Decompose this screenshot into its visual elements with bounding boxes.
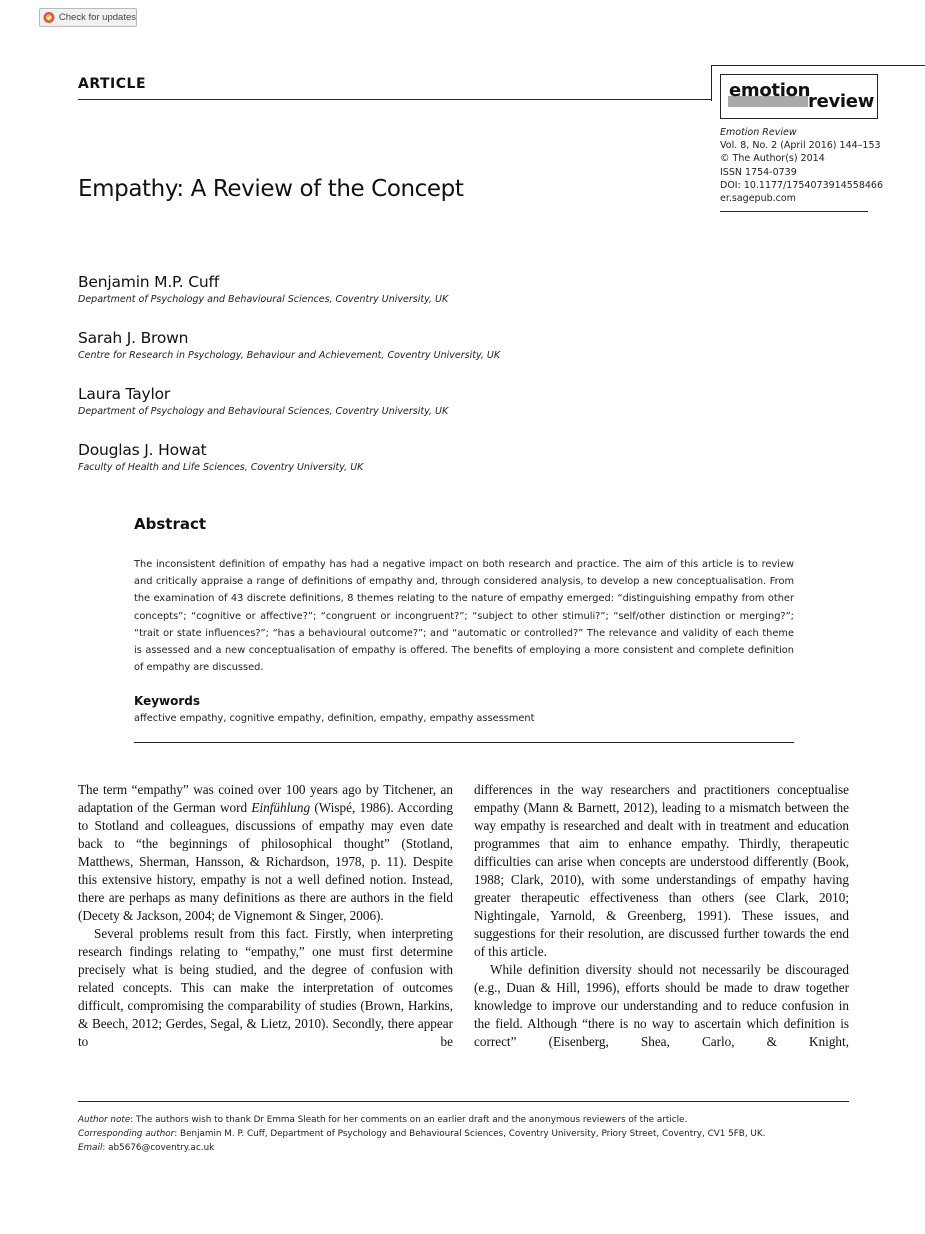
footnotes bbox=[78, 1113, 849, 1155]
journal-volume: Vol. 8, No. 2 (April 2016) 144–153 bbox=[720, 140, 881, 152]
logo-word-review: review bbox=[808, 91, 875, 112]
check-for-updates-button[interactable] bbox=[39, 8, 137, 27]
journal-website-link[interactable]: er.sagepub.com bbox=[720, 193, 796, 205]
journal-issn: ISSN 1754-0739 bbox=[720, 166, 797, 178]
author-affiliation: Centre for Research in Psychology, Behaviour and Achievement, Coventry University, UK bbox=[78, 350, 501, 361]
body-paragraph: The term “empathy” was coined over 100 years ago by Titchener, an adaptation of the German word Einfühlung (Wispé, 1986). According to Stotland and colleagues, discussions of empathy may even date back to “the beginnings of philosophical thought” (Stotland, Matthews, Sherman, Hansson, & Richardson, 1978, p. 11). Despite this extensive history, empathy is not a well defined notion. Instead, there are perhaps as many definitions as there are authors in the field (Decety & Jackson, 2004; de Vignemont & Singer, 2006). bbox=[78, 782, 453, 923]
article-title: Empathy: A Review of the Concept bbox=[78, 176, 464, 202]
body-column-left bbox=[78, 781, 453, 1051]
author-block bbox=[78, 273, 448, 305]
author-note: Author note: The authors wish to thank Dr Emma Sleath for her comments on an earlier draft and the anonymous reviewers of the article. bbox=[78, 1115, 688, 1125]
check-updates-badge-icon bbox=[43, 11, 55, 24]
journal-name: Emotion Review bbox=[720, 127, 797, 138]
abstract-heading: Abstract bbox=[134, 515, 207, 533]
author-block bbox=[78, 441, 363, 473]
author-affiliation: Faculty of Health and Life Sciences, Coventry University, UK bbox=[78, 462, 364, 473]
metadata-divider bbox=[720, 211, 868, 212]
keywords-text: affective empathy, cognitive empathy, definition, empathy, empathy assessment bbox=[134, 713, 535, 724]
journal-metadata bbox=[720, 126, 883, 205]
author-email[interactable]: Email: ab5676@coventry.ac.uk bbox=[78, 1143, 215, 1153]
author-affiliation: Department of Psychology and Behavioural Sciences, Coventry University, UK bbox=[78, 294, 449, 305]
body-paragraph: While definition diversity should not necessarily be discouraged (e.g., Duan & Hill, 1996), efforts should be made to draw together knowledge to improve our understanding and to reduce confusion in the field. Although “there is no way to ascertain which definition is correct” (Eisenberg, Shea, Carlo, & Knight, bbox=[474, 962, 849, 1049]
abstract-text: The inconsistent definition of empathy has had a negative impact on both research and practice. The aim of this article is to review and critically appraise a range of definitions of empathy and, through considered analysis, to develop a new conceptualisation. From the examination of 43 discrete definitions, 8 themes relating to the nature of empathy emerged: “distinguishing empathy from other concepts”; “cognitive or affective?”; “congruent or incongruent?”; “subject to other stimuli?”; “self/other distinction or merging?”; “trait or state influences?”; “has a behavioural outcome?”; and “automatic or controlled?” The relevance and validity of each theme is assessed and a new conceptualisation of empathy is offered. The benefits of employing a more consistent and complete definition of empathy are discussed. bbox=[134, 559, 794, 674]
keywords-heading: Keywords bbox=[134, 694, 201, 708]
author-name: Douglas J. Howat bbox=[78, 441, 207, 459]
section-label: ARTICLE bbox=[78, 76, 147, 92]
author-name: Laura Taylor bbox=[78, 385, 171, 403]
author-block bbox=[78, 329, 500, 361]
corresponding-author: Corresponding author: Benjamin M. P. Cuff, Department of Psychology and Behavioural Sciences, Coventry University, Priory Street, Coventry, CV1 5FB, UK. bbox=[78, 1129, 766, 1139]
german-term: Einfühlung bbox=[251, 800, 311, 815]
author-name: Sarah J. Brown bbox=[78, 329, 189, 347]
journal-doi[interactable]: DOI: 10.1177/1754073914558466 bbox=[720, 179, 884, 191]
footnote-divider bbox=[78, 1101, 849, 1102]
author-affiliation: Department of Psychology and Behavioural Sciences, Coventry University, UK bbox=[78, 406, 449, 417]
logo-word-emotion: emotion bbox=[729, 80, 811, 101]
author-name: Benjamin M.P. Cuff bbox=[78, 273, 220, 291]
check-updates-label: Check for updates bbox=[58, 12, 136, 23]
body-paragraph: differences in the way researchers and practitioners conceptualise empathy (Mann & Barnett, 2012), leading to a mismatch between the way empathy is researched and dealt with in treatment and education programmes that aim to enhance empathy. Thirdly, therapeutic difficulties can arise when concepts are understood differently (Book, 1988; Clark, 2010), with some understandings of empathy having greater therapeutic effectiveness than others (see Clark, 2010; Nightingale, Yarnold, & Greenberg, 1991). These issues, and suggestions for their resolution, are discussed further towards the end of this article. bbox=[474, 782, 849, 959]
abstract-divider bbox=[134, 742, 794, 743]
journal-copyright: © The Author(s) 2014 bbox=[720, 153, 825, 165]
author-block bbox=[78, 385, 448, 417]
body-paragraph: Several problems result from this fact. Firstly, when interpreting research findings relating to “empathy,” one must first determine precisely what is being studied, and the degree of confusion with related concepts. This can make the interpretation of outcomes difficult, compromising the comparability of studies (Brown, Harkins, & Beech, 2012; Gerdes, Segal, & Lietz, 2010). Secondly, there appear to be bbox=[78, 926, 453, 1049]
body-column-right bbox=[474, 781, 849, 1051]
header-divider bbox=[78, 99, 711, 100]
